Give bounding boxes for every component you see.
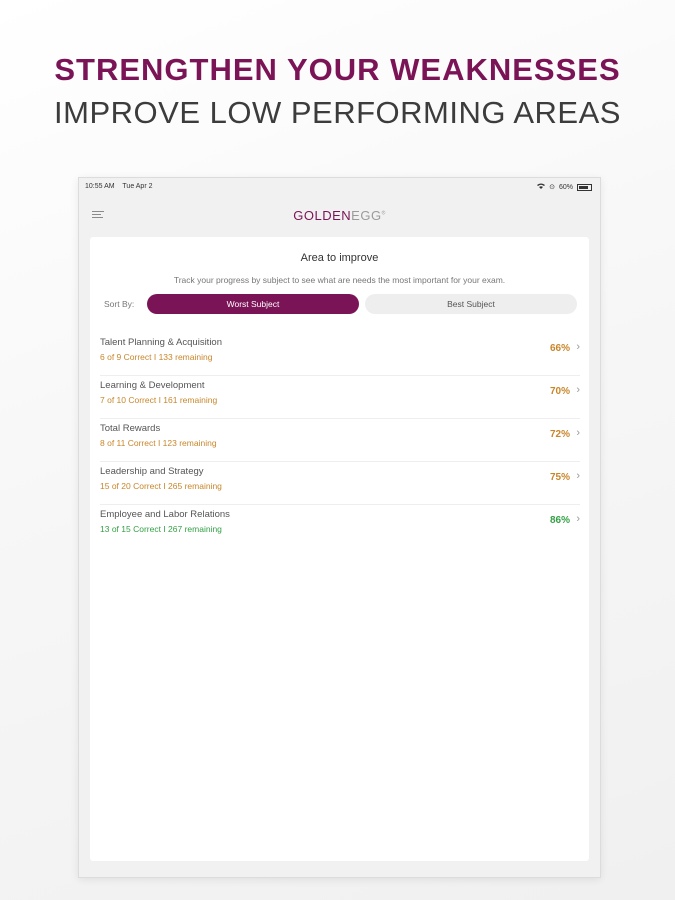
subject-row[interactable] [100, 332, 580, 376]
logo-golden: GOLDEN [293, 208, 352, 223]
status-date: Tue Apr 2 [122, 183, 153, 190]
chevron-right-icon: › [576, 470, 580, 482]
chevron-right-icon: › [576, 513, 580, 525]
card-title: Area to improve [300, 252, 379, 264]
logo-trademark: ® [381, 210, 386, 217]
nav-bar [79, 196, 600, 236]
subject-percent: 70% [549, 386, 570, 397]
subject-name: Total Rewards [100, 423, 161, 434]
subject-detail: 15 of 20 Correct I 265 remaining [100, 481, 222, 491]
promo-subheadline: IMPROVE LOW PERFORMING AREAS [54, 95, 621, 130]
battery-percent: 60% [558, 183, 573, 191]
subject-detail: 6 of 9 Correct I 133 remaining [100, 352, 213, 362]
promo-headline: STRENGTHEN YOUR WEAKNESSES [54, 52, 621, 87]
worst-subject-button[interactable]: Worst Subject [147, 294, 359, 314]
card-description: Track your progress by subject to see what are needs the most important for your exam. [173, 275, 506, 285]
subject-percent: 72% [549, 429, 570, 440]
wifi-icon [537, 183, 545, 191]
subject-detail: 13 of 15 Correct I 267 remaining [100, 524, 222, 534]
sort-by-label: Sort By: [104, 299, 135, 309]
subject-percent: 66% [549, 343, 570, 354]
chevron-right-icon: › [576, 427, 580, 439]
subject-name: Leadership and Strategy [100, 466, 204, 477]
logo-egg: EGG [351, 208, 382, 223]
subject-row[interactable] [100, 418, 580, 462]
subject-detail: 7 of 10 Correct I 161 remaining [100, 395, 218, 405]
subject-percent: 86% [549, 515, 570, 526]
location-icon: ⊙ [549, 184, 555, 191]
best-subject-button[interactable]: Best Subject [365, 294, 577, 314]
battery-icon [577, 184, 592, 191]
subject-name: Learning & Development [100, 380, 205, 391]
improvement-card [90, 237, 589, 861]
status-time: 10:55 AM [85, 183, 115, 190]
chevron-right-icon: › [576, 384, 580, 396]
subject-row[interactable] [100, 375, 580, 419]
app-logo [79, 208, 600, 223]
subject-name: Employee and Labor Relations [100, 509, 230, 520]
subject-name: Talent Planning & Acquisition [100, 337, 222, 348]
subject-percent: 75% [549, 472, 570, 483]
subject-detail: 8 of 11 Correct I 123 remaining [100, 438, 217, 448]
chevron-right-icon: › [576, 341, 580, 353]
tablet-frame [78, 177, 601, 878]
subject-row[interactable] [100, 461, 580, 505]
status-bar [79, 178, 600, 196]
subject-row[interactable] [100, 504, 580, 547]
